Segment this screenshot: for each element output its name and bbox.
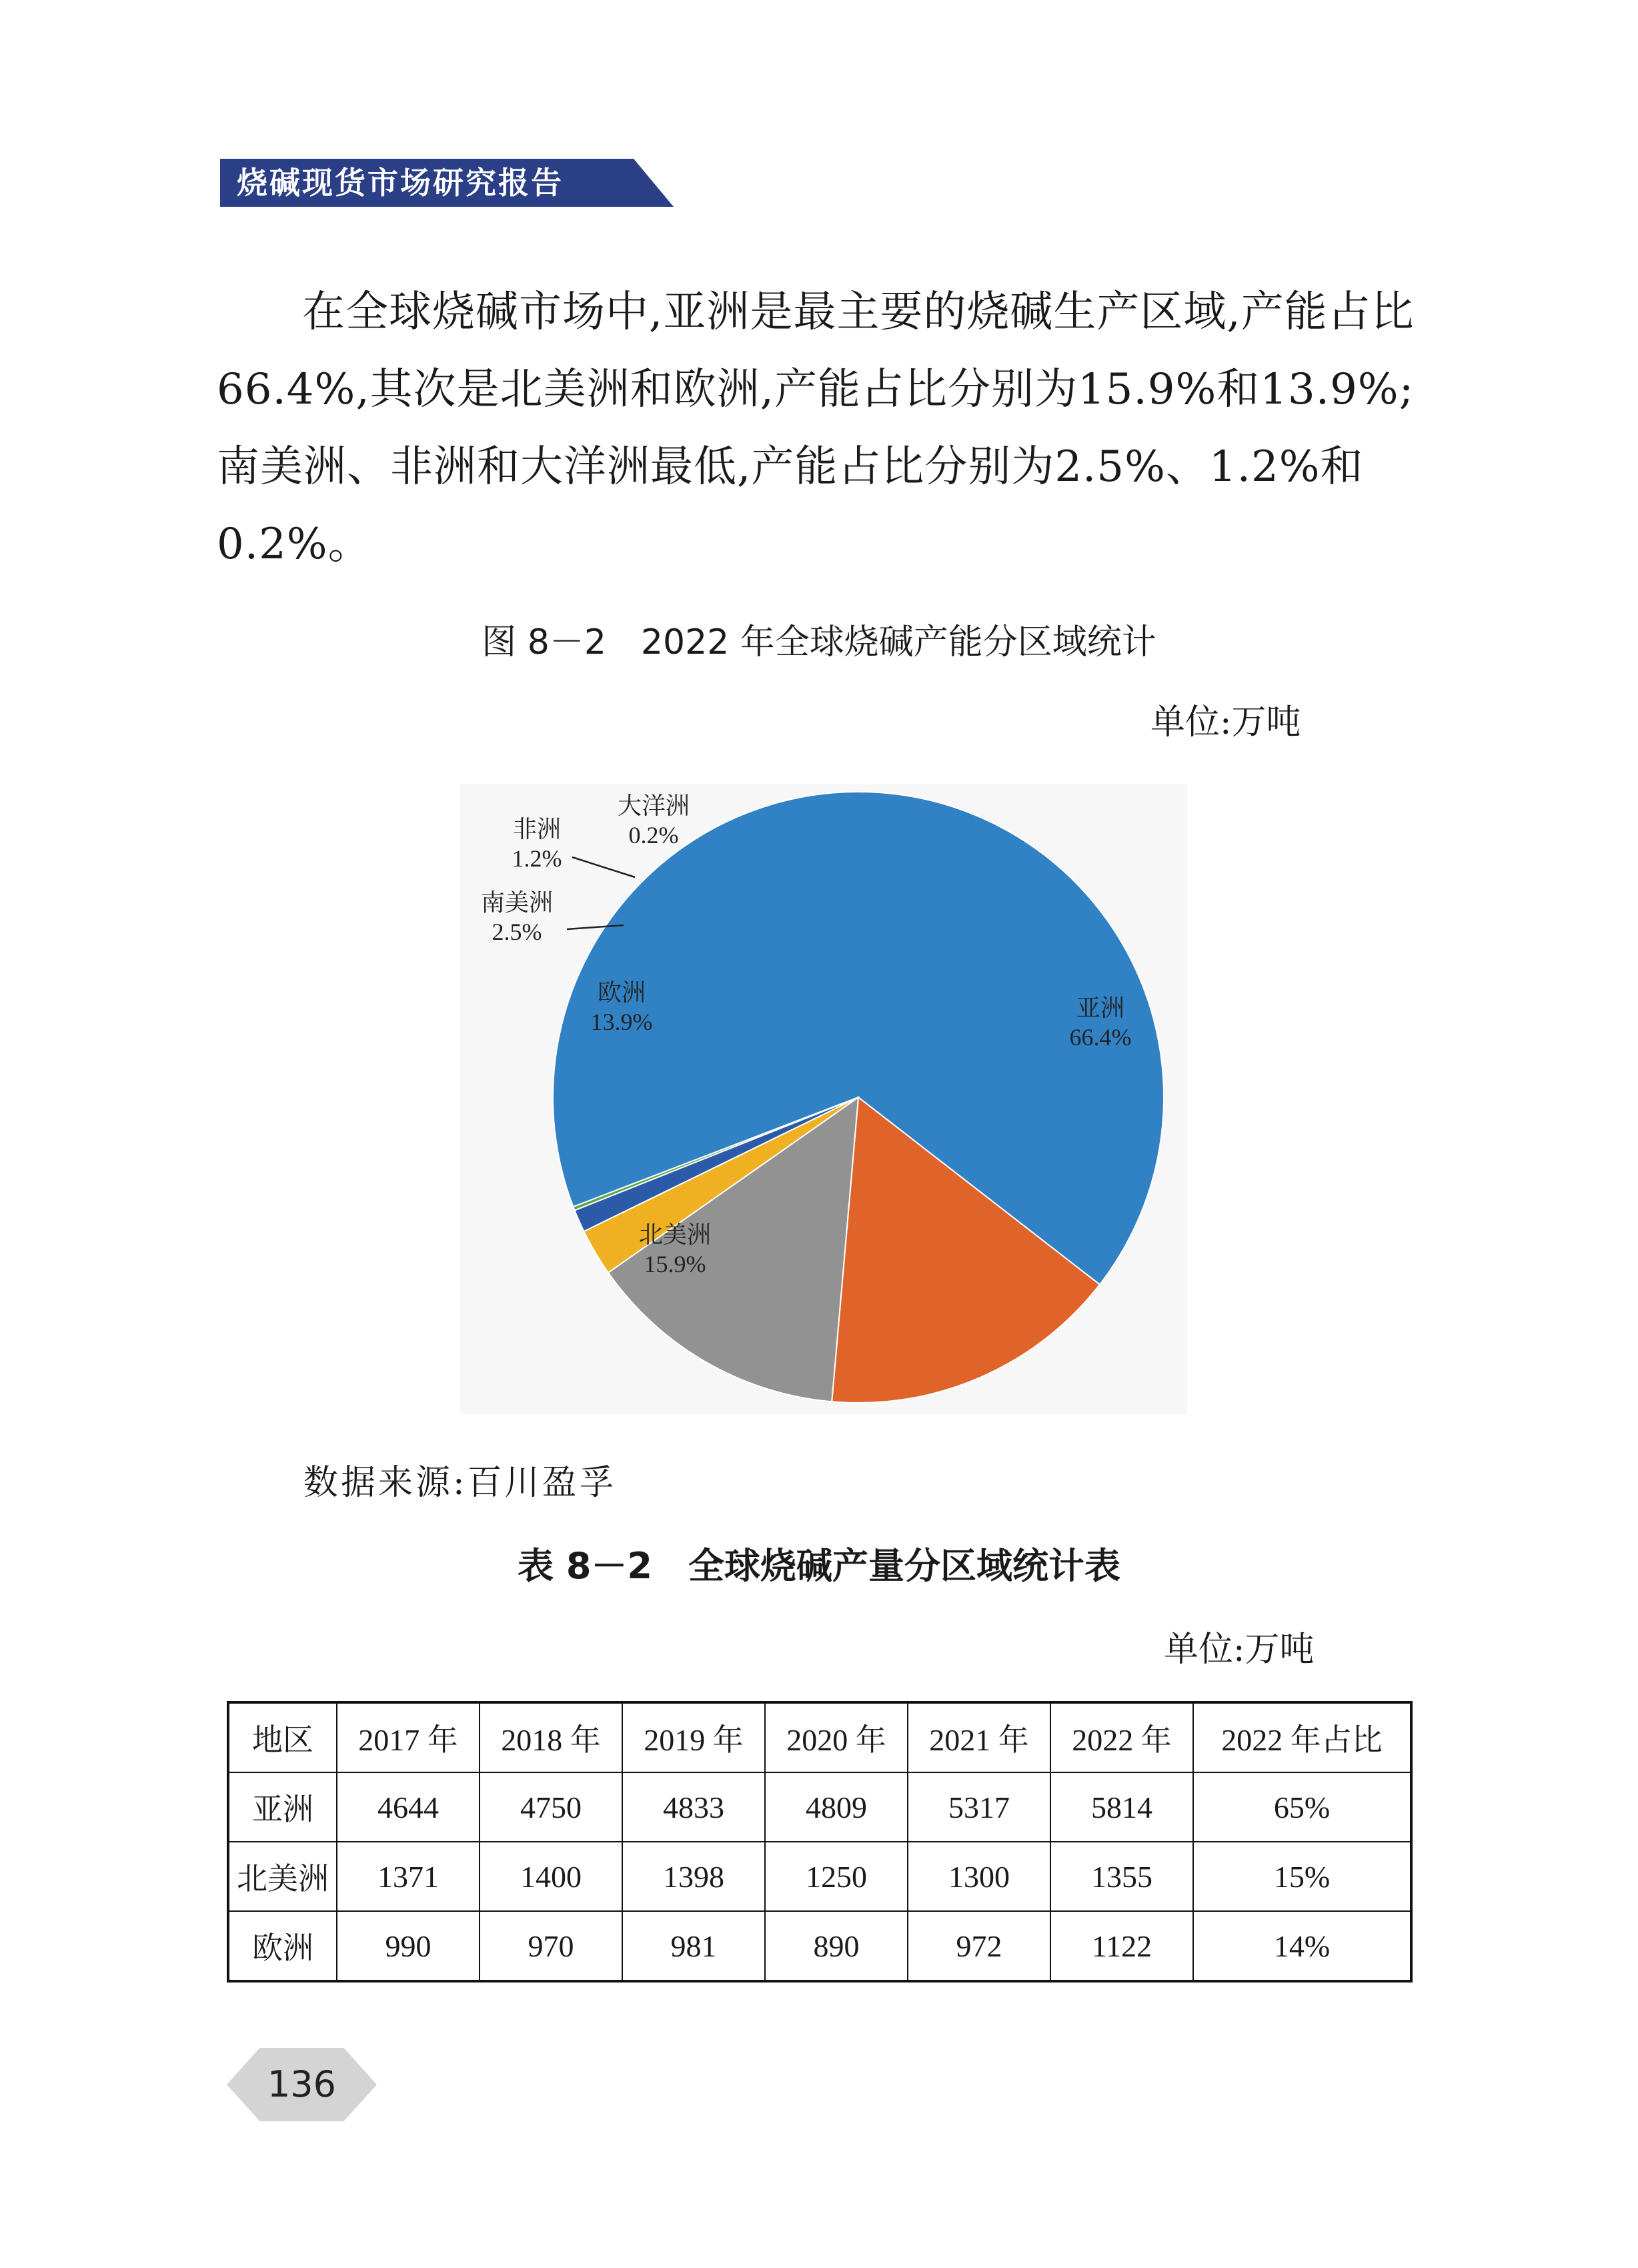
table-cell: 亚洲 [228,1772,337,1842]
table-cell: 14% [1193,1911,1411,1981]
table-caption: 表 8－2 全球烧碱产量分区域统计表 [518,1545,1120,1587]
figure-unit: 单位:万吨 [1150,702,1301,742]
table-cell: 4750 [480,1772,622,1842]
figure-caption: 图 8－2 2022 年全球烧碱产能分区域统计 [482,622,1156,662]
slice-value-label: 2.5% [492,919,542,945]
table-cell: 890 [765,1911,908,1981]
slice-name-label: 亚洲 [1076,995,1125,1021]
page-number: 136 [267,2063,337,2105]
slice-name-label: 非洲 [512,816,562,842]
table-cell: 970 [480,1911,622,1981]
table-cell: 1355 [1050,1842,1193,1911]
table-cell: 65% [1193,1772,1411,1842]
table-header-row [228,1702,1411,1772]
data-source: 数据来源:百川盈孚 [303,1463,617,1503]
table-cell: 15% [1193,1842,1411,1911]
table-unit: 单位:万吨 [1164,1630,1315,1670]
table-cell: 981 [622,1911,765,1981]
header-cell: 2022 年占比 [1193,1702,1411,1772]
slice-value-label: 13.9% [590,1009,653,1035]
table-cell: 5317 [908,1772,1050,1842]
table-cell: 北美洲 [228,1842,337,1911]
table-cell: 990 [337,1911,480,1981]
body-paragraph: 在全球烧碱市场中,亚洲是最主要的烧碱生产区域,产能占比66.4%,其次是北美洲和欧洲,产能占比分别为15.9%和13.9%;南美洲、非洲和大洋洲最低,产能占比分别为2.5%、1.2%和0.2%。 [217,288,1415,569]
slice-value-label: 66.4% [1069,1024,1132,1051]
slice-name-label: 欧洲 [597,979,646,1006]
slice-value-label: 1.2% [512,845,562,872]
statistics-table [227,1701,1413,1982]
pie-chart [460,784,1187,1414]
table-cell: 1371 [337,1842,480,1911]
header-cell: 2019 年 [622,1702,765,1772]
slice-name-label: 大洋洲 [617,792,690,819]
leader-line [572,857,635,877]
table-cell: 1398 [622,1842,765,1911]
header-cell: 2018 年 [480,1702,622,1772]
table-cell: 972 [908,1911,1050,1981]
table-row [228,1911,1411,1981]
table-cell: 1400 [480,1842,622,1911]
table-cell: 4644 [337,1772,480,1842]
slice-value-label: 0.2% [628,822,679,848]
table-row [228,1772,1411,1842]
table-cell: 4833 [622,1772,765,1842]
table-cell: 1122 [1050,1911,1193,1981]
table-cell: 4809 [765,1772,908,1842]
header-cell: 2017 年 [337,1702,480,1772]
header-cell: 2021 年 [908,1702,1050,1772]
pie-chart-container [460,784,1187,1414]
header-cell: 2020 年 [765,1702,908,1772]
table-row [228,1842,1411,1911]
table-cell: 1250 [765,1842,908,1911]
table-cell: 欧洲 [228,1911,337,1981]
table-cell: 1300 [908,1842,1050,1911]
header-cell: 2022 年 [1050,1702,1193,1772]
header-cell: 地区 [228,1702,337,1772]
slice-name-label: 南美洲 [480,889,554,916]
slice-value-label: 15.9% [644,1251,706,1277]
book-title: 烧碱现货市场研究报告 [237,165,564,201]
slice-name-label: 北美洲 [638,1221,712,1248]
table-cell: 5814 [1050,1772,1193,1842]
